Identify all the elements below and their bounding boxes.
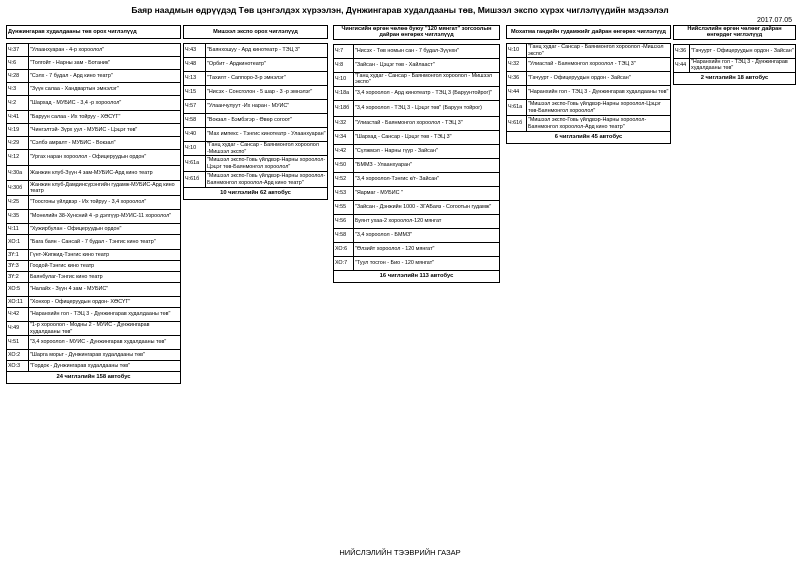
table-row	[184, 86, 328, 100]
routes-table	[333, 25, 500, 283]
route-code: Ч:19	[7, 124, 29, 137]
route-code: Ч:61а	[184, 156, 206, 172]
table-row	[334, 130, 500, 144]
route-code: Ч:40	[184, 128, 206, 142]
table-row	[507, 116, 671, 132]
table-row	[7, 70, 181, 83]
route-code: ЗҮ:2	[7, 272, 29, 283]
table-row	[334, 72, 500, 86]
table-row	[334, 200, 500, 214]
table-row	[334, 186, 500, 200]
column-total: 16 чиглэлийн 113 автобус	[334, 270, 500, 282]
column-header: Чингисийн өргөн чөлөө буюу "120 мянгат" зогсоолын дайран өнгөрөх чиглэлүүд	[334, 26, 500, 40]
table-row	[7, 57, 181, 70]
route-description: "Гордок - Дүнжингарав худалдааны төв"	[29, 361, 181, 372]
table-row	[7, 336, 181, 350]
route-description: "Сэлх - 7 будал - Ард кино театр"	[29, 70, 181, 83]
column-header: Дүнжингарав худалдааны төв орох чиглэлүүд	[7, 26, 181, 39]
route-code: ХО:6	[334, 242, 354, 256]
table-row	[7, 224, 181, 235]
route-code: Ч:50	[334, 158, 354, 172]
document-title: Баяр наадмын өдрүүдэд Төв цэнгэлдэх хүрээлэн, Дүнжингарав худалдааны төв, Мишээл экспо хүрэх чиглэлүүдийн мэдээлэл	[131, 5, 669, 15]
table-row	[7, 83, 181, 96]
route-code: Ч:28	[7, 70, 29, 83]
route-description: "Вокзал - Бэмбэгэр - Өвөр согоот"	[206, 114, 328, 128]
route-code: ХО:1	[7, 235, 29, 250]
route-code: Ч:18б	[334, 100, 354, 116]
route-code: Ч:61а	[507, 100, 527, 116]
route-description: "Тахилт - Саппоро-3-р эмнэлэг"	[206, 72, 328, 86]
route-description: "Зайсан - Дэнжийн 1000 - ЗГАБаяз - Согоотын гудамж"	[354, 200, 500, 214]
table-row	[334, 172, 500, 186]
route-code: Ч:30а	[7, 166, 29, 181]
route-description: "Туул тосгон - Био - 120 мянгат"	[354, 256, 500, 270]
route-description: "Чингэлтэй- Зүрх уул - МУБИС - Цэцэг төв"	[29, 124, 181, 137]
table-row	[7, 361, 181, 372]
column-header: Нийслэлийн өргөн чөлөөг дайран өнгөрдөг чиглэлүүд	[674, 26, 796, 40]
route-description: "3,4 хороолол - ТЭЦ 3 - Цэцэг төв" (Баруун тойрог)	[354, 100, 500, 116]
table-row	[184, 72, 328, 86]
table-row	[334, 100, 500, 116]
table-row	[334, 86, 500, 100]
column-niislel-ave	[673, 25, 796, 85]
table-row	[7, 124, 181, 137]
table-row	[507, 100, 671, 116]
route-description: "1-р хороолол - Модны 2 - МУИС - Дүнжингарав худалдааны төв"	[29, 322, 181, 336]
table-row	[7, 350, 181, 361]
route-description: "Баянхошуу - Ард кинотеатр - ТЭЦ 3"	[206, 44, 328, 58]
table-row	[507, 44, 671, 58]
table-row	[507, 72, 671, 86]
table-row	[7, 210, 181, 224]
document-date: 2017.07.05	[757, 17, 793, 24]
route-description: "Хонхор - Офицеруудын ордон- ХӨСҮТ"	[29, 297, 181, 308]
table-row	[7, 297, 181, 308]
route-description: "Ургах наран хороолол - Офицеруудын ордон"	[29, 150, 181, 166]
route-code: Ч:13	[184, 72, 206, 86]
route-description: "Наранхийн гол - ТЭЦ 3 - Дүнжингарав худалдааны төв"	[29, 308, 181, 322]
route-code: Ч:12	[7, 150, 29, 166]
table-row	[334, 158, 500, 172]
route-code: Ч:37	[7, 44, 29, 57]
route-description: "3,4 хороолол-Тэнгис к/т- Зайсан"	[354, 172, 500, 186]
table-row	[7, 150, 181, 166]
column-header: Мохатма гандийн гудамжийг дайран өнгөрөх чиглэлүүд	[507, 26, 671, 39]
table-row	[7, 235, 181, 250]
route-code: ХО:11	[7, 297, 29, 308]
route-description: "Улаанчулуут -Их наран - МУИС"	[206, 100, 328, 114]
route-code: Ч:32	[334, 116, 354, 130]
route-description: Жанжин клуб-Зүүн 4 зам-МУБИС-Ард кино театр	[29, 166, 181, 181]
route-description: "Шарга морьт - Дүнжингарав худалдааны төв"	[29, 350, 181, 361]
route-code: ХО:7	[334, 256, 354, 270]
route-description: "Ганц худаг - Сансар - Баянмонгол хороолол -Мишээл экспо"	[206, 142, 328, 156]
route-code: ХО:5	[7, 283, 29, 297]
table-row	[334, 144, 500, 158]
table-row	[334, 242, 500, 256]
column-dunjingarav	[6, 25, 181, 384]
route-code: Ч:52	[334, 172, 354, 186]
route-description: "Зайсан - Цэцэг төв - Хайлааст"	[354, 58, 500, 72]
route-description: "Зүүн салаа - Хандвартын эмнэлэг"	[29, 83, 181, 96]
route-description: "Наранхийн гол - ТЭЦ 3 - Дүнжингарав худалдааны төв"	[527, 86, 671, 100]
route-code: Ч:36	[507, 72, 527, 86]
column-total: 24 чиглэлийн 158 автобус	[7, 372, 181, 384]
route-description: "Бага баян - Сансай - 7 будал - Тэнгис кино театр"	[29, 235, 181, 250]
table-row	[184, 114, 328, 128]
route-code: Ч:41	[7, 111, 29, 124]
route-description: "Баруун салаа - Их тойруу - ХӨСҮТ"	[29, 111, 181, 124]
route-code: Ч:43	[184, 44, 206, 58]
column-total: 6 чиглэлийн 45 автобус	[507, 132, 671, 144]
route-code: Ч:61б	[184, 172, 206, 188]
route-description: "Өлзийт хороолол - 120 мянгат"	[354, 242, 500, 256]
table-row	[7, 111, 181, 124]
route-description: "Толгойт - Нарны зам - Ботаник"	[29, 57, 181, 70]
column-misheel-expo	[183, 25, 328, 200]
route-code: Ч:30б	[7, 181, 29, 196]
route-code: Ч:44	[674, 58, 690, 72]
table-row	[7, 137, 181, 150]
table-row	[674, 44, 796, 58]
route-code: Ч:35	[7, 210, 29, 224]
table-row	[7, 96, 181, 111]
column-mahatma-gandhi	[506, 25, 671, 144]
route-description: "Нисэх - Төв номын сан - 7 будал-Зүүнхн"	[354, 44, 500, 58]
route-description: Буянт ухаа-2 хороолол-120 мянгат	[354, 214, 500, 228]
route-description: "Хужирбулан - Офицеруудын ордон"	[29, 224, 181, 235]
route-code: Ч:3	[7, 83, 29, 96]
route-description: "Шархад - МУБИС - 3,4 -р хороолол"	[29, 96, 181, 111]
table-row	[184, 156, 328, 172]
route-description: "Улиастай - Баянмонгол хороолол - ТЭЦ 3"	[354, 116, 500, 130]
table-row	[184, 58, 328, 72]
table-row	[334, 58, 500, 72]
route-description: Гүнт-Жигжид-Тэнгис кино театр	[29, 250, 181, 261]
route-code: Ч:44	[507, 86, 527, 100]
route-code: Ч:32	[507, 58, 527, 72]
table-row	[334, 116, 500, 130]
route-code: Ч:49	[7, 322, 29, 336]
route-description: "Орбит - Ардкинотеатр"	[206, 58, 328, 72]
column-120-myangat	[333, 25, 500, 283]
route-description: "Гачуурт - Офицеруудын ордон - Зайсан"	[527, 72, 671, 86]
route-description: "Ганц худаг - Сансар - Баянмонгол хороолол -Мишээл экспо"	[527, 44, 671, 58]
route-description: "Налайх - Зүүн 4 зам - МУБИС"	[29, 283, 181, 297]
route-code: Ч:58	[184, 114, 206, 128]
routes-table	[6, 25, 181, 384]
route-code: Ч:34	[334, 130, 354, 144]
route-code: Ч:51	[7, 336, 29, 350]
route-code: Ч:25	[7, 196, 29, 210]
route-code: Ч:15	[184, 86, 206, 100]
column-total: 2 чиглэлийн 18 автобус	[674, 72, 796, 84]
table-row	[7, 166, 181, 181]
table-row	[507, 86, 671, 100]
route-description: Баянбулаг-Тэнгис кино театр	[29, 272, 181, 283]
route-description: "Шархад - Сансар - Цэцэг төв - ТЭЦ 3"	[354, 130, 500, 144]
route-code: ЗҮ:1	[7, 250, 29, 261]
route-description: "Мишээл экспо-Говь үйлдвэр-Нарны хороолол-Баянмонгол хороолол-Ард кино театр"	[527, 116, 671, 132]
route-code: Ч:61б	[507, 116, 527, 132]
route-description: "Мишээл экспо-Говь үйлдвэр-Нарны хороолол-Цэцэг төв-Баянмонгол хороолол"	[527, 100, 671, 116]
table-row	[184, 100, 328, 114]
route-code: Ч:8	[334, 58, 354, 72]
routes-table	[183, 25, 328, 200]
route-code: Ч:42	[7, 308, 29, 322]
route-description: "Улаанхуаран - 4-р хороолол"	[29, 44, 181, 57]
route-code: Ч:55	[334, 200, 354, 214]
route-description: "Мах импекс - Тэнгис кинотеатр - Улаанхуаран"	[206, 128, 328, 142]
route-code: Ч:48	[184, 58, 206, 72]
route-code: Ч:29	[7, 137, 29, 150]
table-row	[674, 58, 796, 72]
table-row	[7, 272, 181, 283]
route-code: Ч:58	[334, 228, 354, 242]
table-row	[7, 181, 181, 196]
table-row	[7, 322, 181, 336]
route-description: "Сүлжмэл - Нарны гүүр - Зайсан"	[354, 144, 500, 158]
table-row	[184, 172, 328, 188]
route-code: Ч:11	[7, 224, 29, 235]
route-code: Ч:36	[674, 44, 690, 58]
route-description: "3,4 хороолол - Ард кинотеатр - ТЭЦ 3 (Баруунтойрог)"	[354, 86, 500, 100]
route-description: "Улиастай - Баянмонгол хороолол - ТЭЦ 3"	[527, 58, 671, 72]
route-code: Ч:18а	[334, 86, 354, 100]
table-row	[7, 283, 181, 297]
route-description: "Наранхийн гол - ТЭЦ 3 - Дүнжингарав худалдааны төв"	[690, 58, 796, 72]
route-code: Ч:7	[334, 44, 354, 58]
table-row	[7, 196, 181, 210]
route-code: Ч:6	[7, 57, 29, 70]
route-description: "Монелийн 38-Хунсний 4 -р дэлгүүр-МУИС-11 хороолол"	[29, 210, 181, 224]
route-description: "Тоосгоны үйлдвэр - Их тойруу - 3,4 хороолол"	[29, 196, 181, 210]
route-code: Ч:2	[7, 96, 29, 111]
route-code: ХО:3	[7, 361, 29, 372]
table-row	[334, 228, 500, 242]
route-description: "3,4 хороолол - МУИС - Дүнжингарав худалдааны төв"	[29, 336, 181, 350]
column-total: 10 чиглэлийн 62 автобус	[184, 188, 328, 200]
route-code: Ч:42	[334, 144, 354, 158]
route-code: Ч:53	[334, 186, 354, 200]
routes-table	[673, 25, 796, 85]
route-description: Гоодой-Тэнгис кино театр	[29, 261, 181, 272]
route-description: "Сэлбэ амралт - МУБИС - Вокзал"	[29, 137, 181, 150]
route-description: "Ганц худаг - Сансар - Баянмонгол хороолол - Мишээл экспо"	[354, 72, 500, 86]
route-code: Ч:10	[334, 72, 354, 86]
column-header: Мишээл экспо орох чиглэлүүд	[184, 26, 328, 39]
route-code: Ч:10	[184, 142, 206, 156]
route-description: "Гачуурт - Офицеруудын ордон - Зайсан"	[690, 44, 796, 58]
route-description: "БММЗ - Улаанхуаран"	[354, 158, 500, 172]
table-row	[507, 58, 671, 72]
routes-table	[506, 25, 671, 144]
table-row	[7, 261, 181, 272]
table-row	[334, 214, 500, 228]
route-description: "Мишээл экспо-Говь үйлдвэр-Нарны хороолол-Цэцэг төв-Баянмонгол хороолол"	[206, 156, 328, 172]
route-code: Ч:56	[334, 214, 354, 228]
table-row	[334, 44, 500, 58]
table-row	[334, 256, 500, 270]
route-description: "3,4 хороолол - БММЗ"	[354, 228, 500, 242]
table-row	[7, 308, 181, 322]
route-code: Ч:57	[184, 100, 206, 114]
table-row	[184, 142, 328, 156]
route-description: "Яармаг - МУБИС "	[354, 186, 500, 200]
table-row	[7, 44, 181, 57]
route-description: "Мишээл экспо-Говь үйлдвэр-Нарны хороолол-Баянмонгол хороолол-Ард кино театр"	[206, 172, 328, 188]
route-code: ЗҮ:3	[7, 261, 29, 272]
route-description: "Нисэх - Сонсголон - 5 шар - 3 -р эмнэлэг"	[206, 86, 328, 100]
footer-agency: НИЙСЛЭЛИЙН ТЭЭВРИЙН ГАЗАР	[339, 548, 461, 557]
route-description: Жанжин клуб-Дамдинсүрэнгийн гудамж-МУБИС-Ард кино театр	[29, 181, 181, 196]
table-row	[184, 128, 328, 142]
table-row	[7, 250, 181, 261]
table-row	[184, 44, 328, 58]
route-code: ХО:2	[7, 350, 29, 361]
route-code: Ч:10	[507, 44, 527, 58]
